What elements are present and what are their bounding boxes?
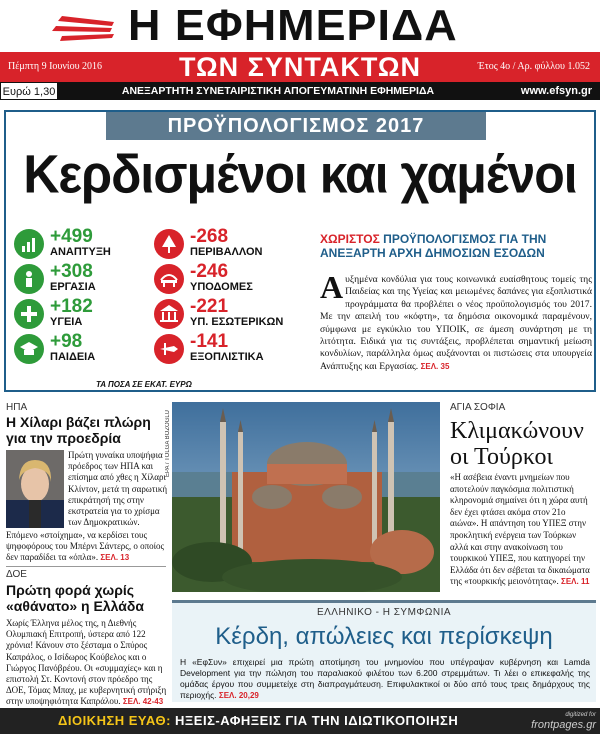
page-reference[interactable]: ΣΕΛ. 42-43 <box>122 697 164 707</box>
hagia-body <box>450 472 596 588</box>
stat-label: ΥΓΕΙΑ <box>50 316 83 328</box>
hillary-body2-text: Επόμενο «στοίχημα», να κερδίσει τους ψηφοφόρους του Μπέρνι Σάντερς, ο οποίος δεν παραδίδει τα «όπλα». <box>6 530 165 563</box>
stat-loser-interior <box>154 298 314 328</box>
page-reference[interactable]: ΣΕΛ. 35 <box>420 361 450 371</box>
footer-banner[interactable] <box>0 708 600 734</box>
divider <box>6 566 166 567</box>
stat-label: ΥΠΟΔΟΜΕΣ <box>190 281 253 293</box>
deal-kicker: ΕΛΛΗΝΙΚΟ - Η ΣΥΜΦΩΝΙΑ <box>316 607 452 618</box>
footer-headline <box>58 708 458 734</box>
speed-lines-logo-icon <box>52 10 122 46</box>
health-icon <box>14 299 44 329</box>
stat-value: +499 <box>50 226 93 247</box>
hillary-body: Πρώτη γυναίκα υποψήφια πρόεδρος των ΗΠΑ και επίσημα από χθες η Χίλαρι Κλίντον, μετά τη σαρωτική επικράτησή της στην εκστρατεία για το χρίσμα των Δημοκρατικών. <box>68 450 168 528</box>
amounts-note: ΤΑ ΠΟΣΑ ΣΕ ΕΚΑΤ. ΕΥΡΩ <box>96 380 192 389</box>
infrastructure-icon <box>154 264 184 294</box>
deal-story[interactable] <box>172 600 596 702</box>
environment-icon <box>154 229 184 259</box>
footer-text: ΗΞΕΙΣ-ΑΦΗΞΕΙΣ ΓΙΑ ΤΗΝ ΙΔΙΩΤΙΚΟΠΟΙΗΣΗ <box>175 713 459 728</box>
stat-value: +98 <box>50 331 83 352</box>
website-link[interactable]: www.efsyn.gr <box>520 85 592 97</box>
stat-value: +308 <box>50 261 93 282</box>
watermark <box>531 710 596 730</box>
stat-label: ΠΕΡΙΒΑΛΛΟΝ <box>190 246 263 258</box>
hillary-headline[interactable]: Η Χίλαρι βάζει πλώρη για την προεδρία <box>6 414 151 446</box>
masthead-title: Η ΕΦΗΜΕΡΙΔΑ <box>128 1 458 50</box>
stat-label: ΕΡΓΑΣΙΑ <box>50 281 96 293</box>
doe-body <box>6 618 168 708</box>
doe-body-text: Χωρίς Έλληνα μέλος της, η Διεθνής Ολυμπιακή Επιτροπή, ύστερα από 122 χρόνια! Κάνουν στο ξέσταμα ο Σπύρος Καπράλος, ο Ισίδωρος Κούβελος και ο Γιώργος Πανόβρέου. Οι «συμμαχίες» και η επιστολή Στ. Κοντονή στον πρόεδρο της ΔΟΕ, Τόμας Μπαχ, με κυβερνητική στήριξη στην υποψηφιότητα Καπράλου. <box>6 618 167 707</box>
deal-body-text: Η «ΕφΣυν» επιχειρεί μια πρώτη αποτίμηση του μνημονίου που υπέγραψαν κυβέρνηση και Lamda Development για την πώληση του παραλιακού φιλέτου των 6.200 στρεμμάτων. Τι λέει ο επικεφαλής της ομάδας έργου που συμμετείχε στη διαπραγμάτευση. Επιφυλακτικοί οι δύο από τους τρεις δημάρχους της περιοχής. <box>180 657 590 700</box>
budget-banner: ΠΡΟΫΠΟΛΟΓΙΣΜΟΣ 2017 <box>106 112 486 140</box>
stat-label: ΕΞΟΠΛΙΣΤΙΚΑ <box>190 351 264 363</box>
stat-value: -246 <box>190 261 229 282</box>
dropcap: Α <box>320 269 344 305</box>
hagia-sophia-photo[interactable] <box>172 402 440 592</box>
hagia-headline[interactable]: Κλιμακώνουν οι Τούρκοι <box>450 418 584 470</box>
subhead-text: ΠΡΟΫΠΟΛΟΓΙΣΜΟΣ ΓΙΑ ΤΗΝ ΑΝΕΞΑΡΤΗ ΑΡΧΗ ΔΗΜΟΣΙΩΝ ΕΣΟΔΩΝ <box>320 232 547 260</box>
budget-body <box>320 269 592 373</box>
price: Ευρώ 1,30 <box>0 82 58 100</box>
stat-value: -268 <box>190 226 229 247</box>
stat-value: +182 <box>50 296 93 317</box>
tagline: ΑΝΕΞΑΡΤΗΤΗ ΣΥΝΕΤΑΙΡΙΣΤΙΚΗ ΑΠΟΓΕΥΜΑΤΙΝΗ ΕΦΗΜΕΡΙΔΑ <box>121 85 435 97</box>
deal-headline[interactable]: Κέρδη, απώλειες και περίσκεψη <box>215 623 553 650</box>
page-reference[interactable]: ΣΕΛ. 13 <box>100 553 130 563</box>
interior-icon <box>154 299 184 329</box>
stat-label: ΑΝΑΠΤΥΞΗ <box>50 246 111 258</box>
stat-value: -221 <box>190 296 229 317</box>
deal-body <box>180 657 590 701</box>
issue-date: Πέμπτη 9 Ιουνίου 2016 <box>8 61 103 72</box>
hillary-photo <box>6 450 64 528</box>
stat-winner-education <box>14 333 174 363</box>
masthead <box>0 0 600 52</box>
stat-winner-work <box>14 263 174 293</box>
doe-headline[interactable]: Πρώτη φορά χωρίς «αθάνατο» η Ελλάδα <box>6 582 144 614</box>
budget-body-text: υξημένα κονδύλια για τους κοινωνικά ευαίσθητους τομείς της Παιδείας και της Υγείας και μειωμένες δαπάνες για εξοπλιστικά προγράμματα θα προβλέπει ο νέος προϋπολογισμός του 2017. Με την απειλή του «κόφτη», τα δημόσια οικονομικά παραμένουν, σύμφωνα με εγκύκλιο του ΥΠΟΙΚ, σε άμεση συνάρτηση με τη λιτότητα. Ειδικά για τις συντάξεις, προβλέπεται σημαντική μείωση κονδυλίων, παράλληλα όμως αυξάνονται οι πιστώσεις στα υπουργεία Ανάπτυξης και Εργασίας. <box>320 274 592 372</box>
stat-value: -141 <box>190 331 229 352</box>
stat-winner-health <box>14 298 174 328</box>
issue-number: Έτος 4ο / Αρ. φύλλου 1.052 <box>477 61 590 72</box>
budget-headline[interactable]: Κερδισμένοι και χαμένοι <box>23 143 577 205</box>
development-icon <box>14 229 44 259</box>
stat-label: ΥΠ. ΕΣΩΤΕΡΙΚΩΝ <box>190 316 284 328</box>
stat-loser-armaments <box>154 333 314 363</box>
author-name: ΧΩΡΙΣΤΟΣ <box>320 232 380 246</box>
page-reference[interactable]: ΣΕΛ. 20,29 <box>218 691 259 700</box>
hillary-kicker: ΗΠΑ <box>6 402 28 413</box>
watermark-text: frontpages.gr <box>531 719 596 731</box>
page-reference[interactable]: ΣΕΛ. 11 <box>561 577 590 587</box>
photo-credit: EPA / TOLGA BOZOGLU <box>165 410 171 478</box>
stat-label: ΠΑΙΔΕΙΑ <box>50 351 96 363</box>
masthead-subtitle: ΤΩΝ ΣΥΝΤΑΚΤΩΝ <box>179 52 421 82</box>
armaments-icon <box>154 334 184 364</box>
stat-loser-environment <box>154 228 314 258</box>
watermark-small: digitized for <box>565 712 596 718</box>
footer-label: ΔΙΟΙΚΗΣΗ ΕΥΑΘ: <box>58 713 171 728</box>
masthead-red-bar <box>0 52 600 82</box>
masthead-black-bar <box>0 82 600 100</box>
hillary-body-continued <box>6 530 168 564</box>
stat-loser-infrastructure <box>154 263 314 293</box>
budget-story[interactable] <box>4 110 596 392</box>
hagia-kicker: ΑΓΙΑ ΣΟΦΙΑ <box>450 402 506 413</box>
hagia-body-text: «Η ασέβεια έναντι μνημείων που αποτελούν παγκόσμια πολιτιστική κληρονομιά σημαίνει ότι η χώρα αυτή δεν έχει φτάσει ακόμα στον 21ο αιώνα». Η απάντηση του ΥΠΕΞ στην προκλητική ενέργεια των Τούρκων αλλά και στην ανακοίνωση του τουρκικού ΥΠΕΞ, που κατηγορεί την Ελλάδα ότι δεν σέβεται τα δικαιώματα της «τουρκικής μειονότητας». <box>450 472 590 587</box>
doe-kicker: ΔΟΕ <box>6 569 27 580</box>
education-icon <box>14 334 44 364</box>
stat-winner-development <box>14 228 174 258</box>
work-icon <box>14 264 44 294</box>
budget-subhead <box>320 232 590 260</box>
